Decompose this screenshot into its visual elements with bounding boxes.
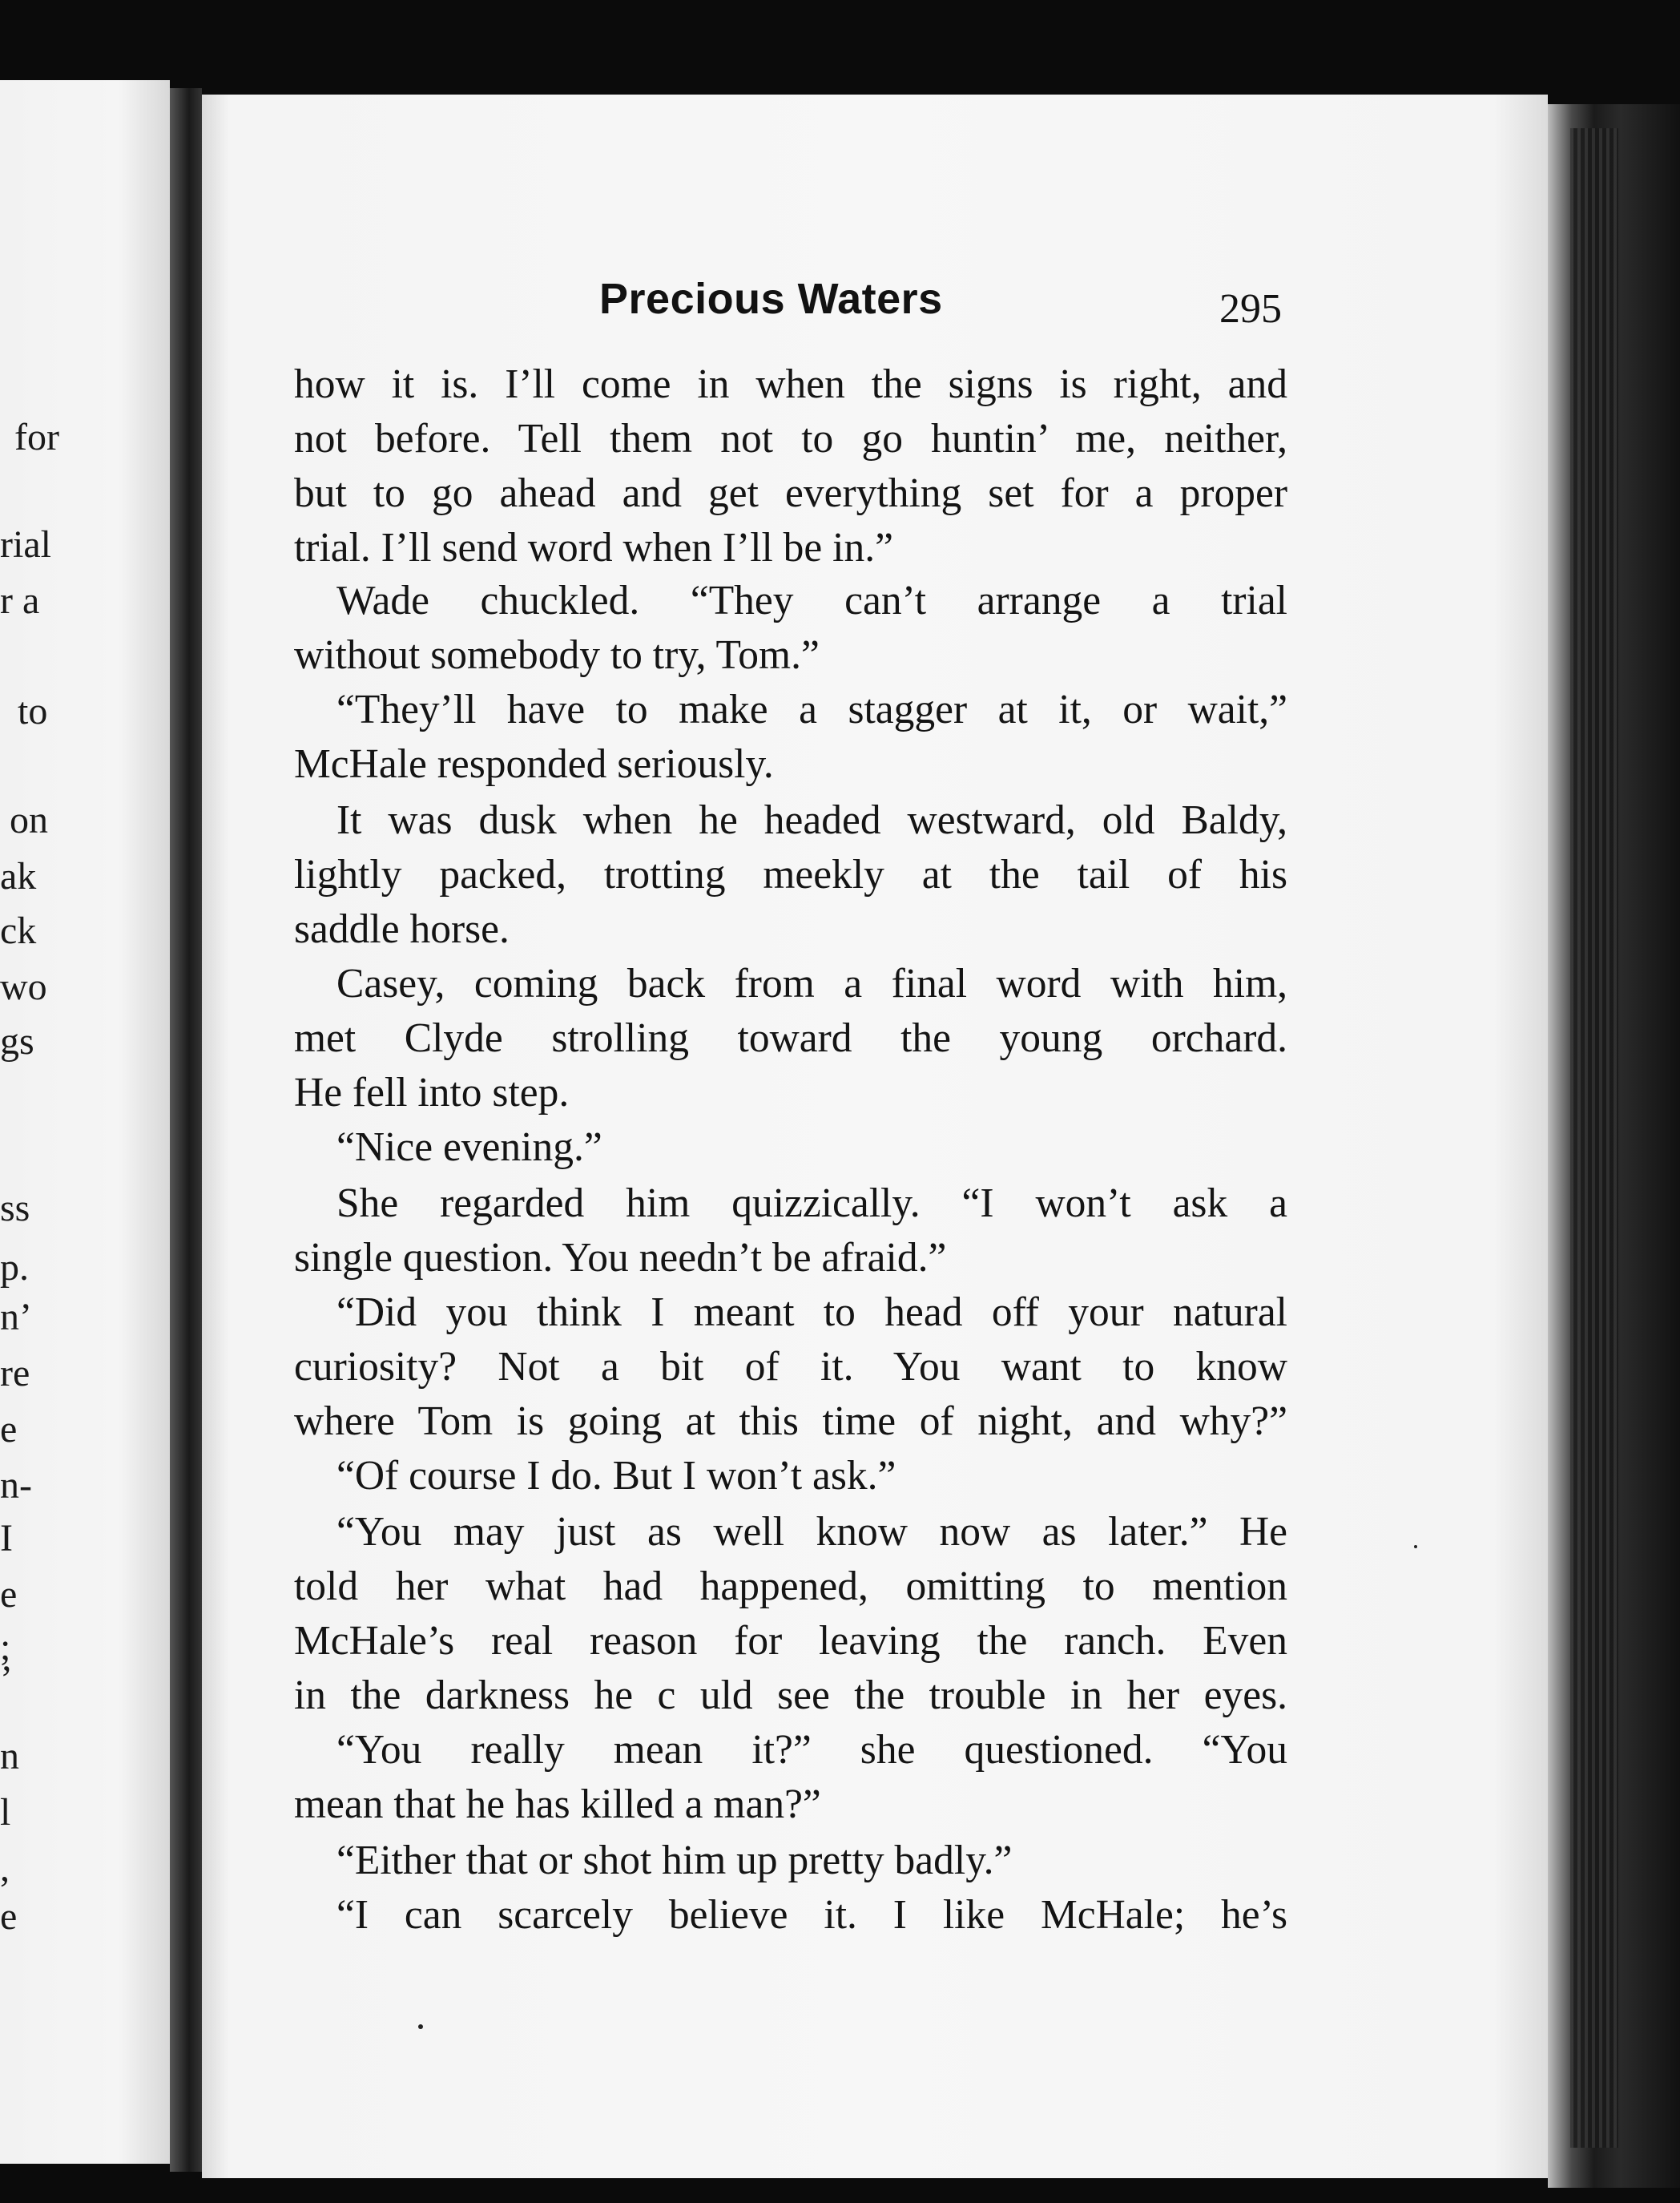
- text-line: trial. I’ll send word when I’ll be in.”: [294, 525, 893, 571]
- scan-speck: [418, 2024, 423, 2029]
- text-line: “Of course I do. But I won’t ask.”: [336, 1453, 896, 1499]
- facing-page-fragment: ;: [0, 1626, 11, 1668]
- facing-page-fragment: I: [0, 1517, 13, 1559]
- facing-page-fragment: for: [14, 416, 59, 458]
- scan-speck: [1414, 1545, 1417, 1548]
- text-line: how it is. I’ll come in when the signs is right, and: [294, 361, 1287, 407]
- text-line: Casey, coming back from a final word with him,: [336, 961, 1287, 1007]
- facing-page-fragment: ’: [0, 1658, 13, 1701]
- facing-page-fragment: ak: [0, 855, 37, 898]
- text-line: “I can scarcely believe it. I like McHale; he’s: [336, 1892, 1287, 1938]
- facing-page-fragment: ck: [0, 910, 37, 952]
- facing-page: [0, 80, 170, 2164]
- text-line: He fell into step.: [294, 1070, 570, 1116]
- text-line: McHale’s real reason for leaving the ranch. Even: [294, 1618, 1287, 1664]
- facing-page-fragment: l: [0, 1791, 11, 1834]
- text-line: but to go ahead and get everything set for a proper: [294, 470, 1287, 516]
- facing-page-fragment: p.: [0, 1246, 29, 1289]
- facing-page-fragment: ss: [0, 1187, 30, 1229]
- text-line: met Clyde strolling toward the young orchard.: [294, 1015, 1287, 1061]
- text-line: told her what had happened, omitting to mention: [294, 1563, 1287, 1609]
- text-line: “Did you think I meant to head off your natural: [336, 1289, 1287, 1335]
- text-line: mean that he has killed a man?”: [294, 1781, 821, 1827]
- facing-page-fragment: e: [0, 1408, 18, 1451]
- facing-page-fragment: n: [0, 1735, 19, 1777]
- facing-page-fragment: rial: [0, 523, 51, 566]
- text-line: in the darkness he c uld see the trouble in her eyes.: [294, 1672, 1287, 1718]
- text-line: “You really mean it?” she questioned. “You: [336, 1727, 1287, 1773]
- facing-page-fragment: e: [0, 1573, 18, 1616]
- text-line: “Nice evening.”: [336, 1124, 602, 1170]
- page-number: 295: [1219, 286, 1282, 332]
- text-line: She regarded him quizzically. “I won’t ask a: [336, 1180, 1287, 1226]
- text-line: “You may just as well know now as later.” He: [336, 1509, 1287, 1555]
- text-line: where Tom is going at this time of night, and why?”: [294, 1398, 1287, 1444]
- text-line: single question. You needn’t be afraid.”: [294, 1235, 947, 1281]
- facing-page-fragment: re: [0, 1352, 30, 1394]
- text-line: without somebody to try, Tom.”: [294, 632, 820, 678]
- text-line: saddle horse.: [294, 906, 510, 952]
- facing-page-fragment: on: [10, 799, 48, 841]
- text-line: lightly packed, trotting meekly at the tail of his: [294, 852, 1287, 898]
- text-line: “They’ll have to make a stagger at it, or wait,”: [336, 687, 1287, 732]
- facing-page-fragment: to: [18, 690, 48, 732]
- facing-page-fragment: n-: [0, 1464, 32, 1507]
- facing-page-fragment: n’: [0, 1296, 32, 1338]
- text-line: not before. Tell them not to go huntin’ me, neither,: [294, 416, 1287, 462]
- text-line: curiosity? Not a bit of it. You want to know: [294, 1344, 1287, 1390]
- text-line: McHale responded seriously.: [294, 741, 774, 787]
- text-line: It was dusk when he headed westward, old Baldy,: [336, 797, 1287, 843]
- facing-page-fragment: e: [0, 1895, 18, 1938]
- text-line: Wade chuckled. “They can’t arrange a trial: [336, 578, 1287, 623]
- running-title: Precious Waters: [599, 275, 943, 323]
- facing-page-fragment: r a: [0, 579, 40, 622]
- facing-page-fragment: gs: [0, 1020, 34, 1063]
- facing-page-fragment: ,: [0, 1847, 10, 1890]
- facing-page-fragment: wo: [0, 966, 47, 1008]
- text-line: “Either that or shot him up pretty badly.”: [336, 1838, 1013, 1883]
- book-gutter: [170, 88, 202, 2172]
- page-stack-lines: [1570, 128, 1618, 2148]
